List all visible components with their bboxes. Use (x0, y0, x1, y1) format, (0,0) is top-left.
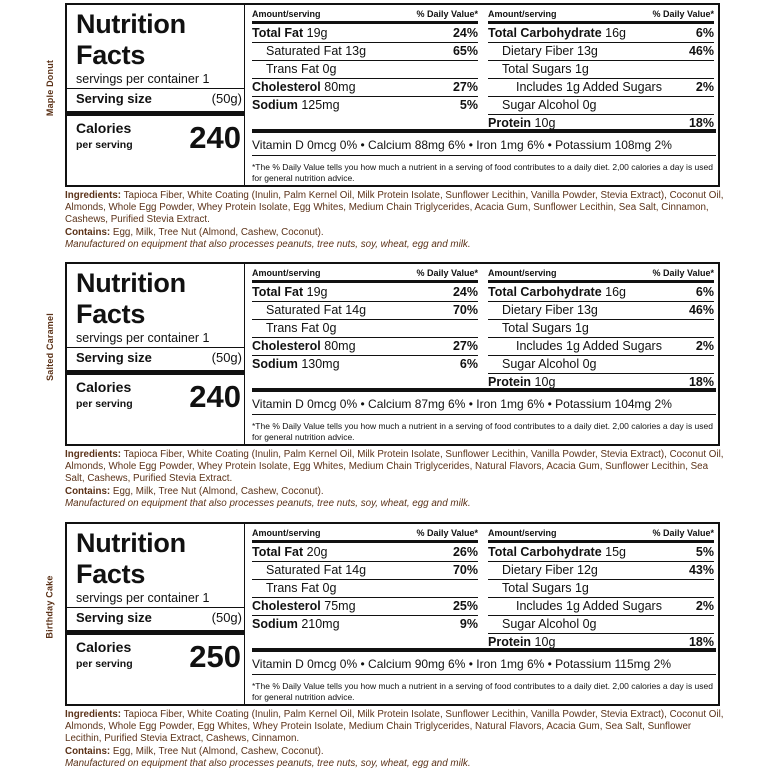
title-line-2: Facts (76, 559, 146, 589)
total-sugars-row: Total Sugars 1g (488, 61, 714, 79)
daily-value-footnote: *The % Daily Value tells you how much a nutrient in a serving of food contributes to a daily diet. 2,00 calories a day is used for general nutrition advice. (252, 421, 713, 442)
label-left-column (67, 524, 243, 704)
label-right-section (252, 264, 716, 444)
sugars-value: 1g (574, 581, 589, 595)
protein-value: 10g (534, 635, 556, 649)
protein-row: Protein 10g 18% (488, 635, 714, 649)
cholesterol-row: Cholesterol 80mg 27% (252, 79, 478, 97)
nutrition-facts-title (76, 528, 186, 590)
column-divider (244, 5, 245, 185)
title-line-1: Nutrition (76, 9, 186, 39)
divider-thick (67, 370, 245, 375)
carb-value: 16g (605, 285, 627, 299)
daily-value-footnote: *The % Daily Value tells you how much a nutrient in a serving of food contributes to a daily diet. 2,00 calories a day is used for general nutrition advice. (252, 162, 713, 183)
flavor-name: Birthday Cake (45, 575, 55, 639)
title-line-2: Facts (76, 40, 146, 70)
protein-row: Protein 10g 18% (488, 375, 714, 389)
product-panel (0, 3, 770, 261)
fiber-dv: 43% (688, 563, 714, 577)
saturated-fat-dv: 65% (452, 44, 478, 58)
carb-dv: 6% (695, 285, 714, 299)
amount-header: Amount/serving (488, 268, 557, 278)
nutrition-facts-label (65, 3, 720, 187)
sodium-dv: 6% (459, 357, 478, 371)
serving-size-label: Serving size (76, 350, 152, 365)
footnote-rule (252, 674, 716, 675)
ingredients-label: Ingredients: (65, 709, 122, 720)
title-line-2: Facts (76, 299, 146, 329)
trans-fat-value: 0g (322, 321, 337, 335)
footnote-rule (252, 155, 716, 156)
calories-label: Calories (76, 639, 132, 655)
allergens-list: Egg, Milk, Tree Nut (Almond, Cashew, Coconut). (112, 485, 324, 497)
dv-header: % Daily Value* (652, 528, 714, 538)
ingredients-block (65, 190, 725, 251)
label-right-section (252, 5, 716, 185)
added-sugars-dv: 2% (695, 599, 714, 613)
manufacturing-note: Manufactured on equipment that also processes peanuts, tree nuts, soy, wheat, egg and milk. (65, 757, 471, 769)
column-divider (244, 264, 245, 444)
column-header (488, 528, 714, 538)
divider-thin (67, 88, 245, 89)
amount-header: Amount/serving (252, 528, 321, 538)
manufacturing-note: Manufactured on equipment that also processes peanuts, tree nuts, soy, wheat, egg and milk. (65, 497, 471, 509)
total-carbohydrate-row: Total Carbohydrate 15g 5% (488, 544, 714, 562)
amount-header: Amount/serving (488, 9, 557, 19)
cholesterol-value: 75mg (324, 599, 356, 613)
calories-value: 240 (189, 379, 241, 414)
carb-value: 16g (605, 26, 627, 40)
fiber-value: 12g (577, 563, 598, 577)
divider-thick (67, 111, 245, 116)
carb-dv: 5% (695, 545, 714, 559)
column-divider (244, 524, 245, 704)
daily-value-footnote: *The % Daily Value tells you how much a nutrient in a serving of food contributes to a daily diet. 2,00 calories a day is used for general nutrition advice. (252, 681, 713, 702)
column-header (488, 9, 714, 19)
footnote-rule (252, 414, 716, 415)
vitamins-rule (252, 648, 716, 652)
fiber-value: 13g (577, 303, 598, 317)
protein-dv: 18% (688, 116, 714, 130)
fiber-value: 13g (577, 44, 598, 58)
ingredients-text (65, 449, 725, 486)
ingredients-list: Tapioca Fiber, White Coating (Inulin, Palm Kernel Oil, Milk Protein Isolate, Sunflower Lecithin, Vanilla Powder, Stevia Extract), Coconut Oil, Almonds, Whole Egg Powder, Whey Protein Isolate, Egg Whites, Medium Chain Triglycerides, Natural Flavors, Acacia Gum, Sunflower Lecithin, Sea Salt, Cashews, Purified Stevia Extract. (65, 449, 724, 485)
column-header (252, 528, 478, 538)
sugar-alcohol-row: Sugar Alcohol 0g (488, 97, 714, 115)
header-rule (252, 540, 478, 543)
calories-label: Calories (76, 120, 132, 136)
trans-fat-value: 0g (322, 62, 337, 76)
cholesterol-value: 80mg (324, 80, 356, 94)
sugar-alcohol-value: 0g (582, 98, 597, 112)
ingredients-text (65, 190, 725, 227)
added-sugars-value: 1g (566, 80, 580, 94)
added-sugars-dv: 2% (695, 339, 714, 353)
trans-fat-row: Trans Fat 0g (252, 580, 478, 598)
product-panel (0, 262, 770, 520)
servings-per-container: servings per container 1 (76, 72, 210, 86)
servings-per-container: servings per container 1 (76, 331, 210, 345)
saturated-fat-dv: 70% (452, 303, 478, 317)
amount-header: Amount/serving (252, 268, 321, 278)
dv-header: % Daily Value* (416, 268, 478, 278)
header-rule (488, 540, 714, 543)
serving-size-label: Serving size (76, 91, 152, 106)
ingredients-block (65, 449, 725, 510)
protein-dv: 18% (688, 635, 714, 649)
total-carbohydrate-row: Total Carbohydrate 16g 6% (488, 25, 714, 43)
column-header (488, 268, 714, 278)
sodium-value: 130mg (301, 357, 340, 371)
protein-value: 10g (534, 375, 556, 389)
product-panel (0, 522, 770, 780)
cholesterol-value: 80mg (324, 339, 356, 353)
total-fat-row: Total Fat 20g 26% (252, 544, 478, 562)
manufacturing-note: Manufactured on equipment that also processes peanuts, tree nuts, soy, wheat, egg and milk. (65, 238, 471, 250)
serving-size-value: (50g) (211, 91, 242, 106)
saturated-fat-row: Saturated Fat 13g 65% (252, 43, 478, 61)
calories-value: 240 (189, 120, 241, 155)
servings-per-container: servings per container 1 (76, 591, 210, 605)
dv-header: % Daily Value* (652, 9, 714, 19)
cholesterol-row: Cholesterol 80mg 27% (252, 338, 478, 356)
sugars-value: 1g (574, 321, 589, 335)
serving-size-value: (50g) (211, 610, 242, 625)
title-line-1: Nutrition (76, 528, 186, 558)
total-fat-value: 19g (306, 26, 328, 40)
flavor-label-box (39, 262, 61, 432)
vitamins-minerals: Vitamin D 0mcg 0% • Calcium 87mg 6% • Iron 1mg 6% • Potassium 104mg 2% (252, 397, 672, 411)
total-fat-value: 20g (306, 545, 328, 559)
total-carbohydrate-row: Total Carbohydrate 16g 6% (488, 284, 714, 302)
fiber-dv: 46% (688, 303, 714, 317)
total-fat-dv: 24% (452, 26, 478, 40)
calories-value: 250 (189, 639, 241, 674)
header-rule (488, 280, 714, 283)
divider-thin (67, 347, 245, 348)
saturated-fat-value: 14g (345, 563, 367, 577)
sodium-row: Sodium 125mg 5% (252, 98, 478, 112)
serving-size-label: Serving size (76, 610, 152, 625)
total-fat-row: Total Fat 19g 24% (252, 284, 478, 302)
flavor-label-box (39, 522, 61, 692)
divider-thick (67, 630, 245, 635)
trans-fat-row: Trans Fat 0g (252, 61, 478, 79)
per-serving-label: per serving (76, 658, 133, 670)
saturated-fat-value: 14g (345, 303, 367, 317)
header-rule (488, 21, 714, 24)
total-fat-dv: 24% (452, 285, 478, 299)
per-serving-label: per serving (76, 139, 133, 151)
dietary-fiber-row: Dietary Fiber 13g 46% (488, 43, 714, 61)
sugar-alcohol-value: 0g (582, 357, 597, 371)
contains-text (65, 486, 725, 498)
dv-header: % Daily Value* (652, 268, 714, 278)
sugar-alcohol-row: Sugar Alcohol 0g (488, 616, 714, 634)
trans-fat-value: 0g (322, 581, 337, 595)
column-header (252, 9, 478, 19)
added-sugars-row: Includes 1g Added Sugars 2% (488, 79, 714, 97)
carb-value: 15g (605, 545, 627, 559)
sugars-value: 1g (574, 62, 589, 76)
cholesterol-row: Cholesterol 75mg 25% (252, 598, 478, 616)
nutrition-facts-label (65, 262, 720, 446)
saturated-fat-row: Saturated Fat 14g 70% (252, 302, 478, 320)
sodium-value: 210mg (301, 617, 340, 631)
nutrition-facts-label (65, 522, 720, 706)
sodium-dv: 9% (459, 617, 478, 631)
ingredients-label: Ingredients: (65, 190, 122, 201)
total-fat-dv: 26% (452, 545, 478, 559)
sodium-value: 125mg (301, 98, 340, 112)
flavor-name: Salted Caramel (45, 313, 55, 381)
per-serving-label: per serving (76, 398, 133, 410)
cholesterol-dv: 27% (452, 80, 478, 94)
total-fat-row: Total Fat 19g 24% (252, 25, 478, 43)
fiber-dv: 46% (688, 44, 714, 58)
added-sugars-value: 1g (566, 599, 580, 613)
total-sugars-row: Total Sugars 1g (488, 320, 714, 338)
saturated-fat-row: Saturated Fat 14g 70% (252, 562, 478, 580)
ingredients-label: Ingredients: (65, 449, 122, 460)
added-sugars-row: Includes 1g Added Sugars 2% (488, 338, 714, 356)
cholesterol-dv: 25% (452, 599, 478, 613)
total-fat-value: 19g (306, 285, 328, 299)
serving-size-row (76, 610, 242, 625)
dietary-fiber-row: Dietary Fiber 13g 46% (488, 302, 714, 320)
label-left-column (67, 264, 243, 444)
header-rule (252, 280, 478, 283)
divider-thin (67, 607, 245, 608)
contains-text (65, 746, 725, 758)
serving-size-row (76, 91, 242, 106)
contains-text (65, 227, 725, 239)
flavor-label-box (39, 3, 61, 173)
calories-label: Calories (76, 379, 132, 395)
ingredients-block (65, 709, 725, 770)
trans-fat-row: Trans Fat 0g (252, 320, 478, 338)
vitamins-minerals: Vitamin D 0mcg 0% • Calcium 90mg 6% • Iron 1mg 6% • Potassium 115mg 2% (252, 657, 671, 671)
nutrition-facts-title (76, 9, 186, 71)
protein-row: Protein 10g 18% (488, 116, 714, 130)
vitamins-rule (252, 388, 716, 392)
amount-header: Amount/serving (252, 9, 321, 19)
contains-label: Contains: (65, 226, 111, 238)
contains-label: Contains: (65, 485, 111, 497)
ingredients-list: Tapioca Fiber, White Coating (Inulin, Palm Kernel Oil, Milk Protein Isolate, Sunflower Lecithin, Vanilla Powder, Stevia Extract), Coconut Oil, Almonds, Whole Egg Powder, Egg Whites, Whey Protein Isolate, Medium Chain Triglycerides, Natural Flavors, Acacia Gum, Sea Salt, Sunflower Lecithin, Purified Stevia Extract, Cashews, Cinnamon. (65, 709, 724, 745)
added-sugars-row: Includes 1g Added Sugars 2% (488, 598, 714, 616)
column-header (252, 268, 478, 278)
added-sugars-value: 1g (566, 339, 580, 353)
dv-header: % Daily Value* (416, 9, 478, 19)
allergens-list: Egg, Milk, Tree Nut (Almond, Cashew, Coconut). (112, 226, 324, 238)
ingredients-list: Tapioca Fiber, White Coating (Inulin, Palm Kernel Oil, Milk Protein Isolate, Sunflower Lecithin, Vanilla Powder, Stevia Extract), Coconut Oil, Almonds, Whole Egg Powder, Whey Protein Isolate, Egg Whites, Medium Chain Triglycerides, Acacia Gum, Sunflower Lecithin, Sea Salt, Cinnamon, Cashews, Purified Stevia Extract. (65, 190, 724, 226)
flavor-name: Maple Donut (45, 59, 56, 117)
total-sugars-row: Total Sugars 1g (488, 580, 714, 598)
carb-dv: 6% (695, 26, 714, 40)
amount-header: Amount/serving (488, 528, 557, 538)
vitamins-minerals: Vitamin D 0mcg 0% • Calcium 88mg 6% • Iron 1mg 6% • Potassium 108mg 2% (252, 138, 672, 152)
sodium-row: Sodium 130mg 6% (252, 357, 478, 371)
serving-size-row (76, 350, 242, 365)
protein-value: 10g (534, 116, 556, 130)
sugar-alcohol-row: Sugar Alcohol 0g (488, 356, 714, 374)
title-line-1: Nutrition (76, 268, 186, 298)
nutrition-facts-title (76, 268, 186, 330)
saturated-fat-value: 13g (345, 44, 367, 58)
sodium-dv: 5% (459, 98, 478, 112)
label-left-column (67, 5, 243, 185)
contains-label: Contains: (65, 745, 111, 757)
protein-dv: 18% (688, 375, 714, 389)
added-sugars-dv: 2% (695, 80, 714, 94)
cholesterol-dv: 27% (452, 339, 478, 353)
saturated-fat-dv: 70% (452, 563, 478, 577)
dietary-fiber-row: Dietary Fiber 12g 43% (488, 562, 714, 580)
ingredients-text (65, 709, 725, 746)
dv-header: % Daily Value* (416, 528, 478, 538)
label-right-section (252, 524, 716, 704)
allergens-list: Egg, Milk, Tree Nut (Almond, Cashew, Coconut). (112, 745, 324, 757)
serving-size-value: (50g) (211, 350, 242, 365)
sodium-row: Sodium 210mg 9% (252, 617, 478, 631)
sugar-alcohol-value: 0g (582, 617, 597, 631)
header-rule (252, 21, 478, 24)
vitamins-rule (252, 129, 716, 133)
